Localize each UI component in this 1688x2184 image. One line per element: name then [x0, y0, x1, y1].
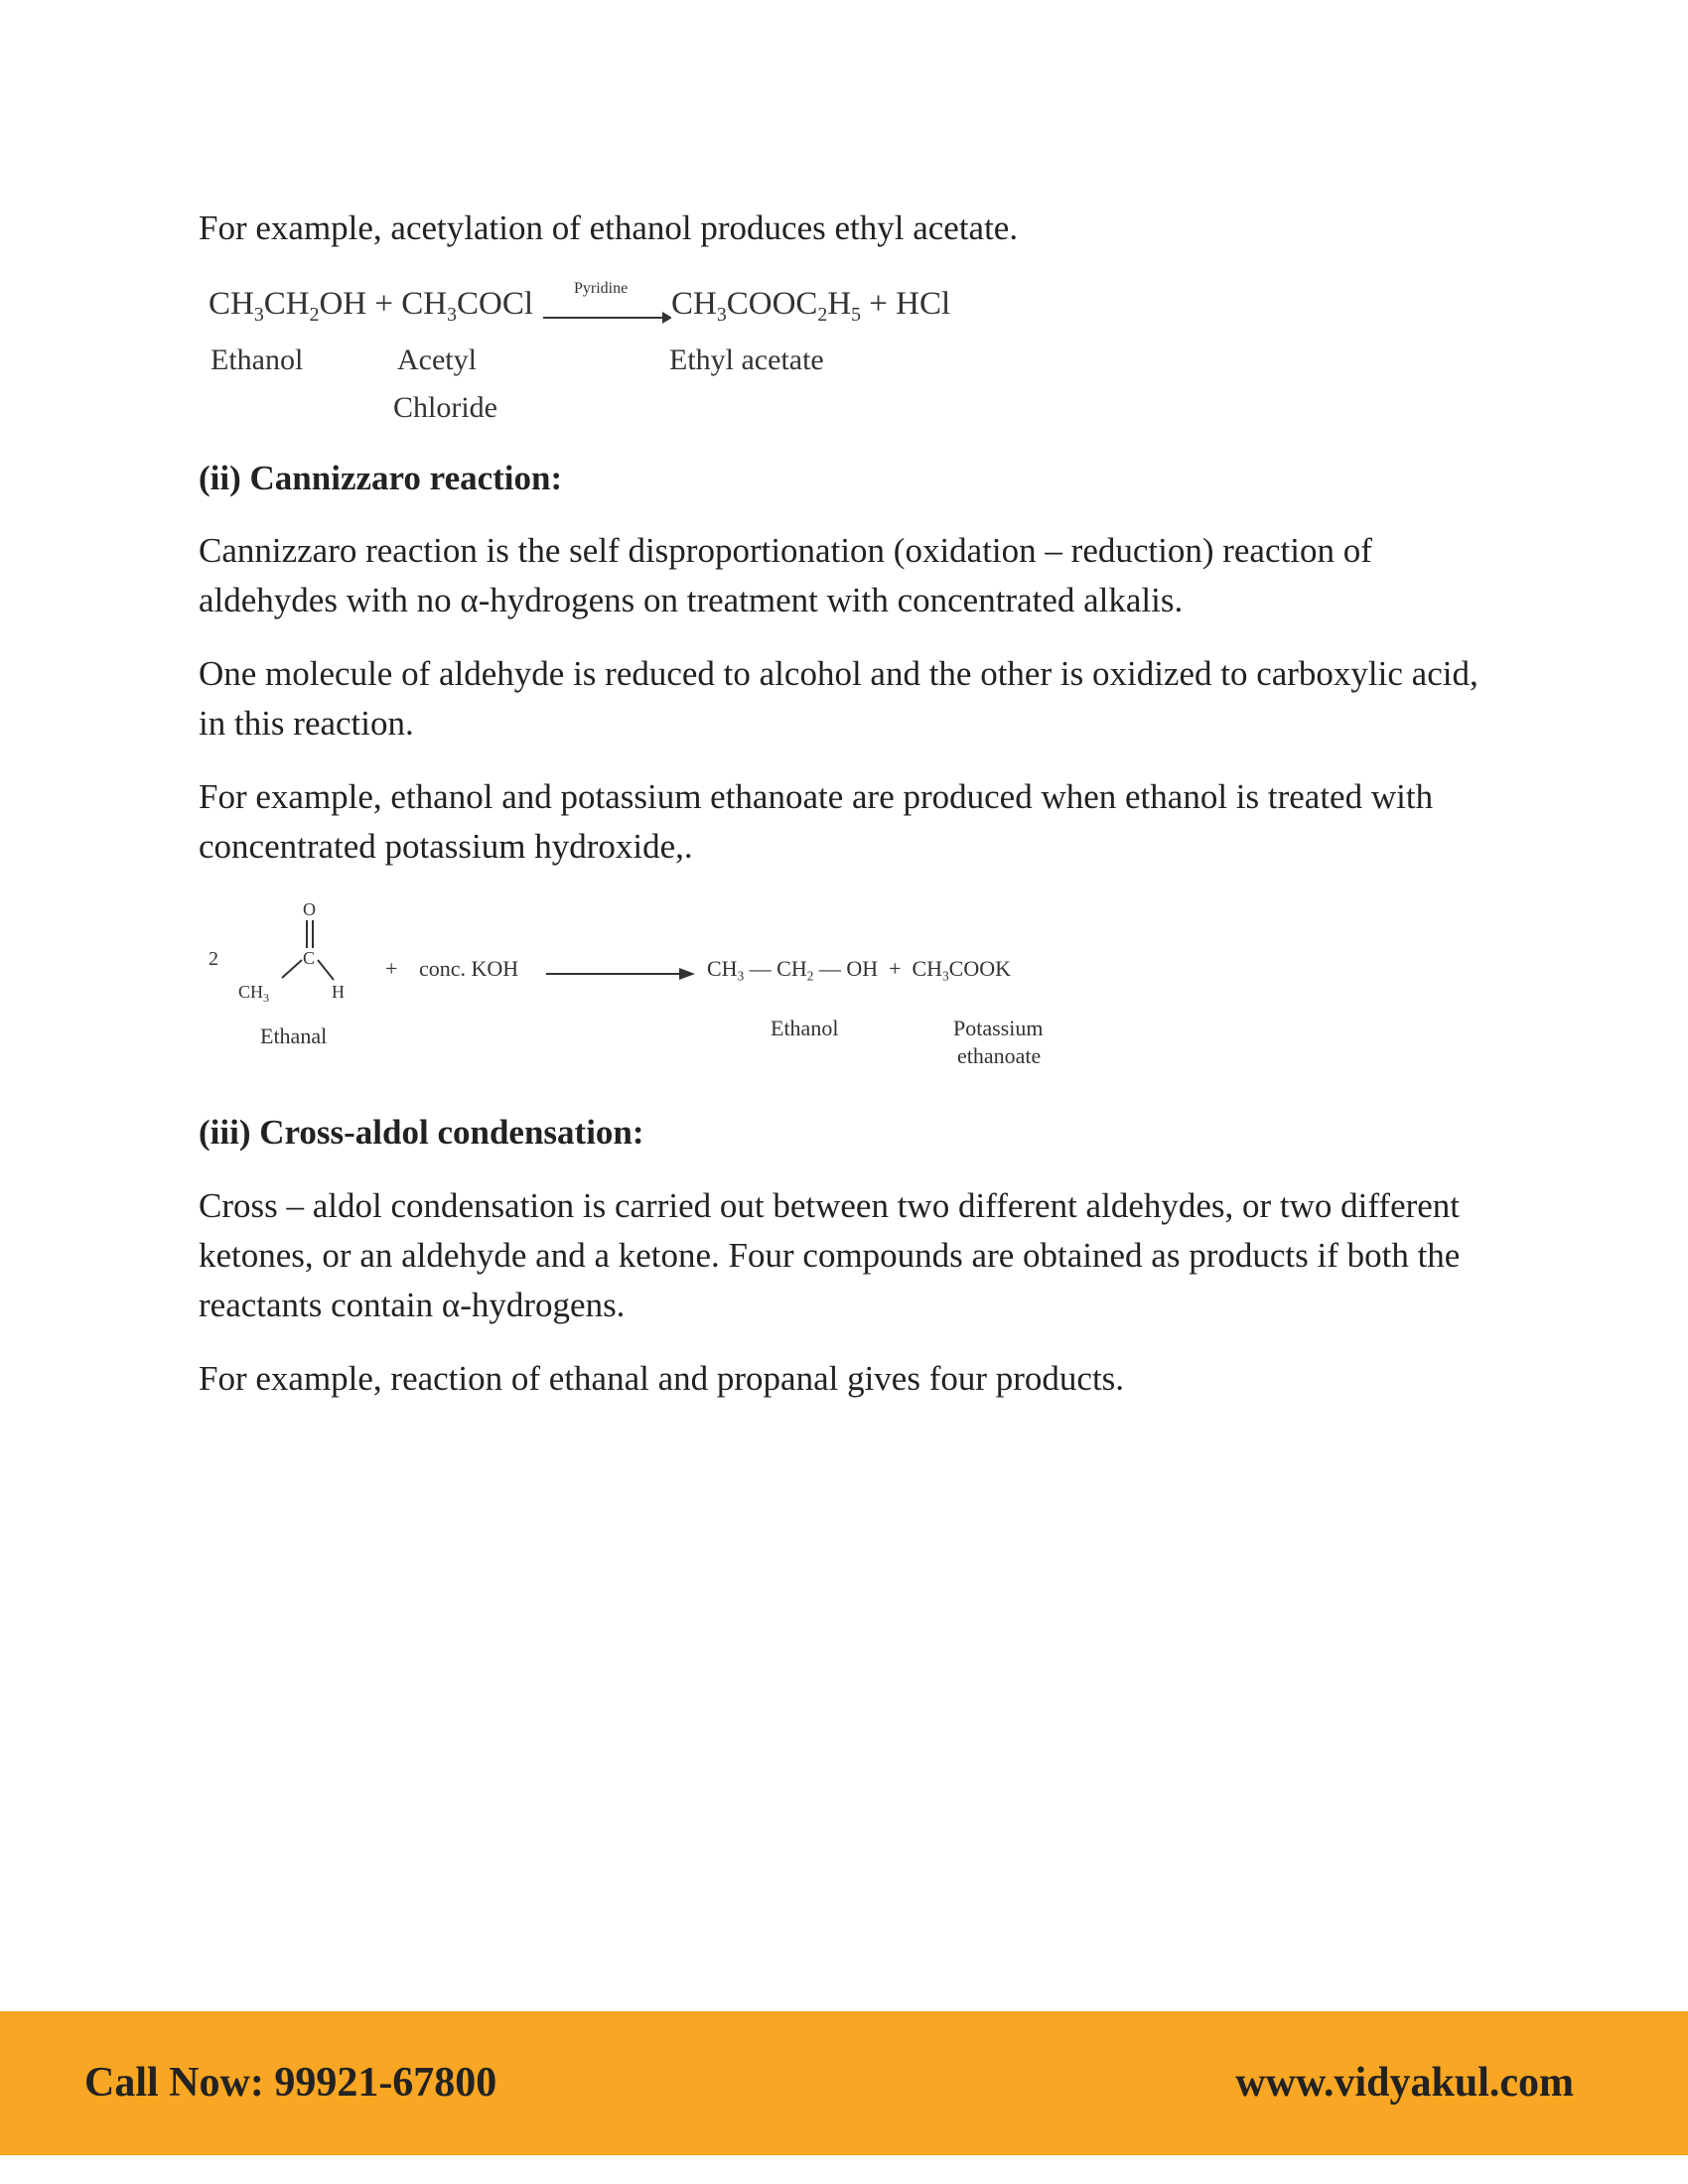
label-ethanal: Ethanal [260, 1024, 328, 1048]
product-ethanol-formula: $CH_3$ — $CH_2$ — OH + $CH_3COOK$ [707, 956, 1011, 984]
label-ethyl-acetate: Ethyl acetate [669, 343, 824, 376]
svg-text:CH3: $CH_3$ [238, 982, 270, 1005]
product-ethylacetate-formula: $CH_3COOC_2H_5$ + HCl [671, 286, 951, 326]
reaction-arrow-icon [542, 306, 671, 330]
paragraph-acetylation-example: For example, acetylation of ethanol produces ethyl acetate. [199, 208, 1019, 247]
reaction-arrow-icon [546, 964, 695, 984]
reactant-ethanol-formula: $CH_3CH_2OH$ + $CH_3COCl$ [209, 286, 534, 326]
paragraph-cannizzaro-definition: Cannizzaro reaction is the self disproportionation (oxidation – reduction) reaction of aldehydes with no α-hydrogens on treatment with concentrated alkalis. [199, 531, 1372, 619]
svg-text:C: C [303, 948, 316, 968]
svg-text:H: H [332, 982, 345, 1002]
acetylation-equation [209, 280, 1003, 435]
paragraph-cannizzaro-mechanism: One molecule of aldehyde is reduced to alcohol and the other is oxidized to carboxylic acid, in this reaction. [199, 654, 1478, 743]
heading-cross-aldol: (iii) Cross-aldol condensation: [199, 1113, 644, 1152]
label-ethanol: Ethanol [211, 343, 304, 376]
call-now-text: Call Now: 99921-67800 [84, 2060, 497, 2106]
paragraph-cross-aldol-example: For example, reaction of ethanal and propanal gives four products. [199, 1359, 1125, 1398]
ethanal-structure-icon [209, 898, 348, 1018]
label-acetyl: Acetyl [397, 343, 477, 376]
website-link[interactable]: www.vidyakul.com [1235, 2060, 1574, 2106]
reaction-condition: Pyridine [574, 280, 629, 297]
reagent-koh: conc. KOH [419, 956, 519, 981]
label-chloride: Chloride [393, 391, 497, 424]
paragraph-cross-aldol-definition: Cross – aldol condensation is carried out between two different aldehydes, or two different ketones, or an aldehyde and a ketone. Four compounds are obtained as products if both the reactants contain α-hydrogens. [199, 1186, 1461, 1324]
heading-cannizzaro: (ii) Cannizzaro reaction: [199, 459, 563, 497]
svg-text:2: 2 [209, 948, 218, 970]
label-ethanol-product: Ethanol [771, 1016, 839, 1040]
label-potassium: Potassium [953, 1016, 1044, 1040]
label-ethanoate: ethanoate [957, 1043, 1042, 1068]
paragraph-cannizzaro-example: For example, ethanol and potassium ethanoate are produced when ethanol is treated with concentrated potassium hydroxide,. [199, 777, 1434, 866]
svg-text:O: O [303, 899, 316, 919]
cannizzaro-equation [209, 898, 1102, 1082]
footer-bar [0, 2011, 1688, 2155]
plus-sign: + [385, 956, 398, 981]
